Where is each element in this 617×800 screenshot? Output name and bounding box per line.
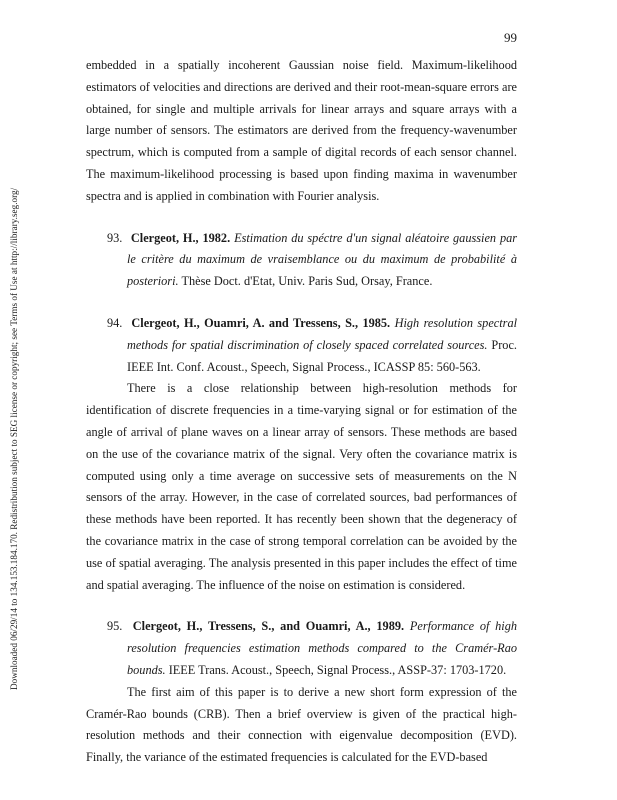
reference-number: 94. — [107, 315, 123, 330]
reference-source: Thèse Doct. d'Etat, Univ. Paris Sud, Orsay, France. — [181, 274, 433, 289]
abstract-text: The first aim of this paper is to derive a new short form expression of the Cramér-Rao bounds (CRB). Then a brief overview is given of the practical high-resolution methods and their connection with eigenvalue decomposition (EVD). Finally, the variance of the estimated frequencies is calculated for the EVD-based — [86, 684, 517, 765]
reference-93 — [86, 228, 517, 293]
reference-95 — [86, 616, 517, 769]
reference-title: High resolution spectral methods for spatial discrimination of closely spaced correlated sources. — [127, 315, 518, 352]
reference-authors: Clergeot, H., 1982. — [130, 230, 231, 245]
reference-authors: Clergeot, H., Tressens, S., and Ouamri, A., 1989. — [132, 619, 405, 634]
reference-citation — [86, 228, 517, 293]
reference-number: 93. — [107, 230, 123, 245]
reference-abstract — [86, 378, 517, 596]
reference-source: IEEE Trans. Acoust., Speech, Signal Process., ASSP-37: 1703-1720. — [168, 662, 507, 677]
download-watermark: Downloaded 06/29/14 to 134.153.184.170. Redistribution subject to SEG license or copyright; see Terms of Use at http://library.seg.org/ — [9, 187, 19, 690]
intro-paragraph: embedded in a spatially incoherent Gaussian noise field. Maximum-likelihood estimators of velocities and directions are derived and their root-mean-square errors are obtained, for single and multiple arrivals for linear arrays and square arrays with a large number of sensors. The estimators are derived from the frequency-wavenumber spectrum, which is computed from a sample of digital records of each sensor channel. The maximum-likelihood processing is based upon finding maxima in wavenumber spectra and is applied in combination with Fourier analysis. — [86, 58, 517, 203]
page-content — [86, 55, 517, 769]
page-number: 99 — [504, 30, 517, 45]
reference-number: 95. — [107, 619, 123, 634]
reference-94 — [86, 313, 517, 596]
abstract-text: There is a close relationship between high-resolution methods for identification of discrete frequencies in a time-varying signal or for estimation of the angle of arrival of plane waves on a linear array of sensors. These methods are based on the use of the covariance matrix of the signal. Very often the covariance matrix is computed using only a time average on successive sets of measurements on the N sensors of the array. However, in the case of correlated sources, bad performances of these methods have been reported. It has recently been shown that the degeneracy of the covariance matrix in the case of strong temporal correlation can be avoided by the use of spatial averaging. The analysis presented in this paper includes the effect of time and spatial averaging. The influence of the noise on estimation is considered. — [86, 381, 517, 592]
reference-citation — [86, 616, 517, 681]
reference-source: Proc. IEEE Int. Conf. Acoust., Speech, Signal Process., ICASSP 85: 560-563. — [127, 337, 517, 374]
reference-authors: Clergeot, H., Ouamri, A. and Tressens, S., 1985. — [131, 315, 391, 330]
reference-title: Performance of high resolution frequencies estimation methods compared to the Cramér-Rao bounds. — [127, 619, 518, 677]
reference-title: Estimation du spéctre d'un signal aléatoire gaussien par le critère du maximum de vraisemblance ou du maximum de probabilité à posteriori. — [127, 230, 518, 289]
reference-abstract — [86, 682, 517, 769]
reference-citation — [86, 313, 517, 378]
